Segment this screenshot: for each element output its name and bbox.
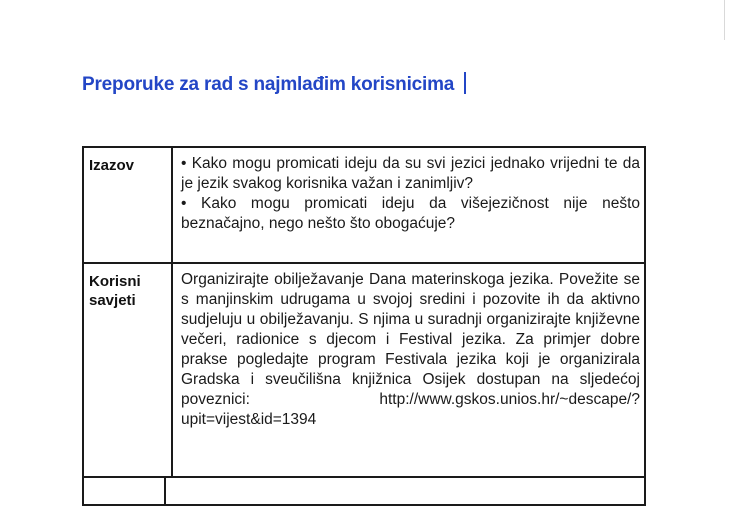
page-heading-text: Preporuke za rad s najmlađim korisnicima xyxy=(82,74,455,95)
next-table-column-divider xyxy=(164,478,166,504)
page-corner-mark xyxy=(724,0,741,40)
table-row-izazov xyxy=(83,147,645,263)
bullet-item: • Kako mogu promicati ideju da su svi jezici jednako vrijedni te da je jezik svakog korisnika važan i zanimljiv? xyxy=(181,154,640,194)
heading-cursor-bar xyxy=(464,72,466,94)
row-label-text: savjeti xyxy=(89,292,136,309)
row-content-korisni-savjeti xyxy=(172,263,645,477)
row-label-text: Korisni xyxy=(89,273,141,290)
row-label-korisni-savjeti xyxy=(83,263,172,477)
page-heading xyxy=(82,72,466,96)
row-label-text: Izazov xyxy=(89,157,135,174)
bullet-item: • Kako mogu promicati ideju da višejezičnost nije nešto beznačajno, nego nešto što obogaćuje? xyxy=(181,194,640,234)
next-table-top-edge xyxy=(82,476,646,506)
row-content-izazov xyxy=(172,147,645,263)
advice-paragraph: Organizirajte obilježavanje Dana materinskoga jezika. Povežite se s manjinskim udrugama u svojoj sredini i pozovite ih da aktivno sudjeluju u obilježavanju. S njima u suradnji organizirajte književne večeri, radionice s djecom i Festival jezika. Za primjer dobre prakse pogledajte program Festivala jezika koji je organizirala Gradska i sveučilišna knjižnica Osijek dostupan na sljedećoj poveznici: http://www.gskos.unios.hr/~descape/?upit=vijest&id=1394 xyxy=(181,271,640,428)
row-label-izazov xyxy=(83,147,172,263)
tips-table xyxy=(82,146,646,478)
table-row-korisni-savjeti xyxy=(83,263,645,477)
